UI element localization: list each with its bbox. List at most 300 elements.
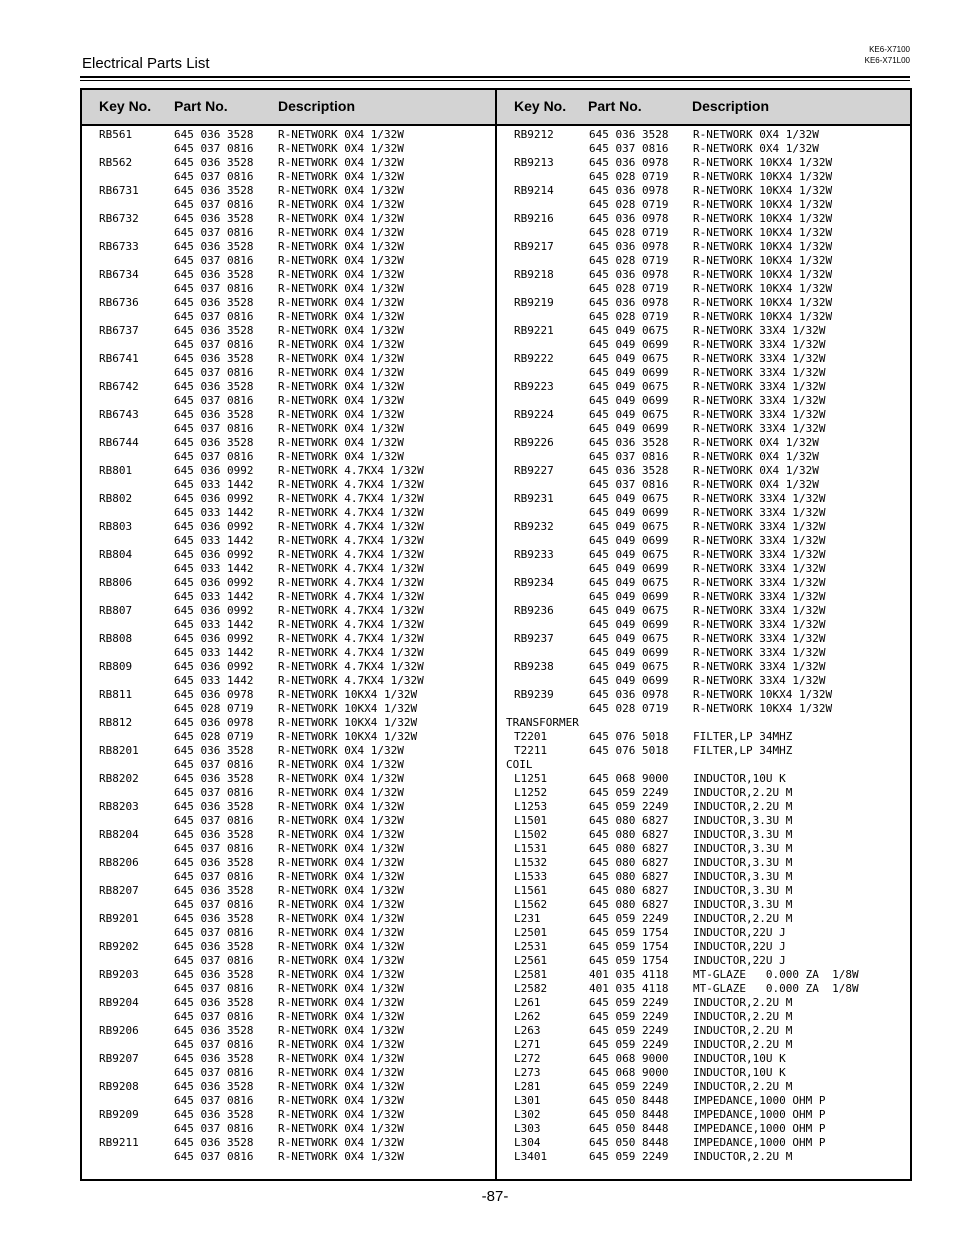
part-no-cell: 645 036 0992	[174, 464, 254, 477]
key-no-cell: L2561	[514, 954, 548, 967]
description-cell: R-NETWORK 4.7KX4 1/32W	[278, 562, 424, 575]
part-no-cell: 645 037 0816	[174, 1066, 254, 1079]
description-cell: R-NETWORK 33X4 1/32W	[693, 562, 826, 575]
description-cell: INDUCTOR,2.2U M	[693, 1080, 793, 1093]
table-row	[82, 212, 492, 226]
key-no-cell: RB6732	[99, 212, 139, 225]
part-no-cell: 645 049 0675	[589, 632, 669, 645]
description-cell: INDUCTOR,10U K	[693, 772, 786, 785]
description-cell: R-NETWORK 33X4 1/32W	[693, 520, 826, 533]
part-no-cell: 645 033 1442	[174, 646, 254, 659]
table-row	[82, 128, 492, 142]
key-no-cell: RB6734	[99, 268, 139, 281]
part-no-cell: 645 049 0699	[589, 394, 669, 407]
description-cell: R-NETWORK 4.7KX4 1/32W	[278, 464, 424, 477]
description-cell: R-NETWORK 10KX4 1/32W	[693, 282, 833, 295]
table-row	[497, 1052, 907, 1066]
description-cell: R-NETWORK 0X4 1/32W	[278, 184, 404, 197]
part-no-cell: 645 059 2249	[589, 1038, 669, 1051]
key-no-cell: RB6736	[99, 296, 139, 309]
table-row	[82, 366, 492, 380]
table-row	[82, 310, 492, 324]
description-cell: INDUCTOR,22U J	[693, 926, 786, 939]
table-row	[497, 772, 907, 786]
left-column	[82, 128, 492, 1164]
part-no-cell: 645 033 1442	[174, 478, 254, 491]
table-row	[82, 562, 492, 576]
description-cell: R-NETWORK 10KX4 1/32W	[693, 310, 833, 323]
description-cell: R-NETWORK 0X4 1/32W	[278, 898, 404, 911]
table-row	[82, 828, 492, 842]
part-no-cell: 645 037 0816	[174, 394, 254, 407]
header-part-no-right: Part No.	[588, 98, 642, 114]
header-description-left: Description	[278, 98, 356, 114]
part-no-cell: 645 036 3528	[174, 772, 254, 785]
table-row	[82, 1052, 492, 1066]
description-cell: R-NETWORK 0X4 1/32W	[278, 282, 404, 295]
description-cell: R-NETWORK 10KX4 1/32W	[278, 702, 418, 715]
description-cell: R-NETWORK 4.7KX4 1/32W	[278, 520, 424, 533]
description-cell: FILTER,LP 34MHZ	[693, 730, 793, 743]
description-cell: INDUCTOR,2.2U M	[693, 996, 793, 1009]
key-no-cell: RB9212	[514, 128, 554, 141]
key-no-cell: RB9238	[514, 660, 554, 673]
key-no-cell: RB9213	[514, 156, 554, 169]
table-row	[497, 506, 907, 520]
table-row	[82, 1038, 492, 1052]
part-no-cell: 645 028 0719	[589, 282, 669, 295]
key-no-cell: RB9233	[514, 548, 554, 561]
description-cell: R-NETWORK 0X4 1/32W	[278, 786, 404, 799]
part-no-cell: 645 059 2249	[589, 800, 669, 813]
part-no-cell: 645 036 3528	[174, 240, 254, 253]
part-no-cell: 645 036 3528	[174, 324, 254, 337]
table-row	[497, 1038, 907, 1052]
part-no-cell: 645 036 0978	[174, 716, 254, 729]
description-cell: R-NETWORK 4.7KX4 1/32W	[278, 534, 424, 547]
description-cell: R-NETWORK 33X4 1/32W	[693, 548, 826, 561]
table-row	[497, 478, 907, 492]
table-row	[82, 940, 492, 954]
table-row	[497, 688, 907, 702]
key-no-cell: RB6737	[99, 324, 139, 337]
part-no-cell: 645 036 0978	[589, 212, 669, 225]
part-no-cell: 645 068 9000	[589, 1052, 669, 1065]
table-row	[82, 898, 492, 912]
key-no-cell: RB6743	[99, 408, 139, 421]
description-cell: R-NETWORK 0X4 1/32W	[278, 870, 404, 883]
part-no-cell: 645 036 3528	[174, 380, 254, 393]
key-no-cell: TRANSFORMER	[506, 716, 579, 729]
key-no-cell: COIL	[506, 758, 533, 771]
part-no-cell: 645 037 0816	[174, 338, 254, 351]
table-row	[497, 786, 907, 800]
table-row	[497, 856, 907, 870]
description-cell: INDUCTOR,3.3U M	[693, 828, 793, 841]
table-row	[497, 618, 907, 632]
key-no-cell: RB9237	[514, 632, 554, 645]
part-no-cell: 645 037 0816	[174, 310, 254, 323]
part-no-cell: 645 037 0816	[174, 814, 254, 827]
description-cell: R-NETWORK 0X4 1/32W	[278, 828, 404, 841]
description-cell: R-NETWORK 10KX4 1/32W	[693, 296, 833, 309]
description-cell: R-NETWORK 0X4 1/32W	[278, 198, 404, 211]
part-no-cell: 645 036 0992	[174, 576, 254, 589]
part-no-cell: 645 050 8448	[589, 1094, 669, 1107]
part-no-cell: 645 037 0816	[174, 226, 254, 239]
part-no-cell: 645 049 0699	[589, 618, 669, 631]
description-cell: R-NETWORK 33X4 1/32W	[693, 366, 826, 379]
key-no-cell: RB9231	[514, 492, 554, 505]
part-no-cell: 645 049 0675	[589, 492, 669, 505]
table-row	[82, 576, 492, 590]
part-no-cell: 645 037 0816	[174, 1122, 254, 1135]
key-no-cell: RB8201	[99, 744, 139, 757]
table-row	[82, 814, 492, 828]
key-no-cell: RB9211	[99, 1136, 139, 1149]
description-cell: R-NETWORK 33X4 1/32W	[693, 492, 826, 505]
key-no-cell: L1532	[514, 856, 548, 869]
description-cell: R-NETWORK 33X4 1/32W	[693, 394, 826, 407]
table-row	[82, 926, 492, 940]
table-row	[497, 184, 907, 198]
description-cell: R-NETWORK 0X4 1/32W	[278, 758, 404, 771]
part-no-cell: 645 036 0978	[589, 156, 669, 169]
part-no-cell: 645 036 0978	[589, 296, 669, 309]
table-row	[497, 884, 907, 898]
description-cell: R-NETWORK 10KX4 1/32W	[693, 156, 833, 169]
table-row	[497, 198, 907, 212]
part-no-cell: 645 080 6827	[589, 842, 669, 855]
description-cell: R-NETWORK 0X4 1/32W	[278, 408, 404, 421]
description-cell: R-NETWORK 33X4 1/32W	[693, 506, 826, 519]
description-cell: R-NETWORK 33X4 1/32W	[693, 380, 826, 393]
key-no-cell: RB9203	[99, 968, 139, 981]
key-no-cell: RB9234	[514, 576, 554, 589]
key-no-cell: RB6731	[99, 184, 139, 197]
key-no-cell: L1253	[514, 800, 548, 813]
key-no-cell: L1561	[514, 884, 548, 897]
key-no-cell: RB809	[99, 660, 133, 673]
description-cell: R-NETWORK 0X4 1/32W	[278, 254, 404, 267]
table-row	[82, 590, 492, 604]
part-no-cell: 645 059 1754	[589, 954, 669, 967]
key-no-cell: L303	[514, 1122, 541, 1135]
table-row	[82, 884, 492, 898]
table-row	[82, 632, 492, 646]
description-cell: INDUCTOR,3.3U M	[693, 884, 793, 897]
part-no-cell: 645 036 3528	[174, 800, 254, 813]
description-cell: IMPEDANCE,1000 OHM P	[693, 1094, 826, 1107]
table-row	[497, 170, 907, 184]
description-cell: INDUCTOR,2.2U M	[693, 1038, 793, 1051]
description-cell: R-NETWORK 0X4 1/32W	[278, 1010, 404, 1023]
description-cell: R-NETWORK 33X4 1/32W	[693, 352, 826, 365]
part-no-cell: 645 049 0699	[589, 590, 669, 603]
key-no-cell: RB6733	[99, 240, 139, 253]
part-no-cell: 645 028 0719	[589, 702, 669, 715]
key-no-cell: RB811	[99, 688, 133, 701]
key-no-cell: RB6741	[99, 352, 139, 365]
table-row	[82, 1010, 492, 1024]
part-no-cell: 645 036 3528	[589, 436, 669, 449]
part-no-cell: 645 037 0816	[174, 954, 254, 967]
part-no-cell: 645 036 0978	[174, 688, 254, 701]
part-no-cell: 645 049 0699	[589, 646, 669, 659]
table-row	[82, 716, 492, 730]
part-no-cell: 645 059 2249	[589, 996, 669, 1009]
table-row	[497, 996, 907, 1010]
description-cell: R-NETWORK 0X4 1/32W	[278, 1066, 404, 1079]
part-no-cell: 645 037 0816	[589, 142, 669, 155]
part-no-cell: 645 037 0816	[174, 170, 254, 183]
table-row	[497, 1066, 907, 1080]
key-no-cell: RB8204	[99, 828, 139, 841]
description-cell: R-NETWORK 0X4 1/32W	[693, 478, 819, 491]
table-row	[497, 408, 907, 422]
key-no-cell: RB9232	[514, 520, 554, 533]
part-no-cell: 645 037 0816	[174, 1010, 254, 1023]
description-cell: R-NETWORK 0X4 1/32W	[278, 968, 404, 981]
description-cell: R-NETWORK 4.7KX4 1/32W	[278, 632, 424, 645]
key-no-cell: RB8203	[99, 800, 139, 813]
table-row	[497, 1108, 907, 1122]
description-cell: R-NETWORK 4.7KX4 1/32W	[278, 492, 424, 505]
description-cell: R-NETWORK 4.7KX4 1/32W	[278, 548, 424, 561]
part-no-cell: 645 080 6827	[589, 828, 669, 841]
description-cell: R-NETWORK 10KX4 1/32W	[693, 268, 833, 281]
part-no-cell: 645 068 9000	[589, 1066, 669, 1079]
description-cell: R-NETWORK 0X4 1/32W	[278, 744, 404, 757]
key-no-cell: RB803	[99, 520, 133, 533]
description-cell: IMPEDANCE,1000 OHM P	[693, 1122, 826, 1135]
part-no-cell: 645 036 3528	[174, 128, 254, 141]
description-cell: R-NETWORK 0X4 1/32W	[278, 996, 404, 1009]
header-description-right: Description	[692, 98, 770, 114]
key-no-cell: RB802	[99, 492, 133, 505]
description-cell: R-NETWORK 0X4 1/32W	[278, 380, 404, 393]
part-no-cell: 645 036 0992	[174, 548, 254, 561]
part-no-cell: 645 028 0719	[589, 226, 669, 239]
description-cell: R-NETWORK 0X4 1/32W	[278, 338, 404, 351]
description-cell: R-NETWORK 0X4 1/32W	[693, 128, 819, 141]
part-no-cell: 645 028 0719	[174, 702, 254, 715]
description-cell: R-NETWORK 0X4 1/32W	[278, 352, 404, 365]
key-no-cell: RB562	[99, 156, 133, 169]
table-row	[497, 660, 907, 674]
table-row	[497, 352, 907, 366]
part-no-cell: 645 036 3528	[174, 1052, 254, 1065]
description-cell: R-NETWORK 0X4 1/32W	[278, 366, 404, 379]
description-cell: R-NETWORK 0X4 1/32W	[278, 422, 404, 435]
table-row	[497, 912, 907, 926]
part-no-cell: 645 036 0978	[589, 268, 669, 281]
part-no-cell: 645 080 6827	[589, 814, 669, 827]
part-no-cell: 645 036 3528	[174, 1108, 254, 1121]
table-row	[82, 912, 492, 926]
right-column	[497, 128, 907, 1164]
description-cell: INDUCTOR,2.2U M	[693, 1150, 793, 1163]
description-cell: MT-GLAZE 0.000 ZA 1/8W	[693, 982, 859, 995]
model-numbers	[865, 44, 910, 66]
part-no-cell: 645 049 0699	[589, 674, 669, 687]
key-no-cell: RB9214	[514, 184, 554, 197]
header-key-no-right: Key No.	[514, 98, 567, 114]
part-no-cell: 645 036 3528	[174, 884, 254, 897]
description-cell: R-NETWORK 33X4 1/32W	[693, 324, 826, 337]
description-cell: INDUCTOR,22U J	[693, 954, 786, 967]
description-cell: IMPEDANCE,1000 OHM P	[693, 1108, 826, 1121]
part-no-cell: 645 037 0816	[174, 898, 254, 911]
table-row	[497, 730, 907, 744]
table-row	[82, 968, 492, 982]
description-cell: R-NETWORK 4.7KX4 1/32W	[278, 674, 424, 687]
table-row	[82, 506, 492, 520]
key-no-cell: RB9218	[514, 268, 554, 281]
part-no-cell: 645 049 0675	[589, 408, 669, 421]
header-rule-thick	[80, 76, 910, 78]
part-no-cell: 645 036 3528	[174, 436, 254, 449]
key-no-cell: RB8202	[99, 772, 139, 785]
description-cell: R-NETWORK 10KX4 1/32W	[278, 716, 418, 729]
table-row	[497, 142, 907, 156]
table-row	[497, 520, 907, 534]
description-cell: INDUCTOR,10U K	[693, 1066, 786, 1079]
key-no-cell: L2581	[514, 968, 548, 981]
description-cell: R-NETWORK 0X4 1/32W	[278, 1150, 404, 1163]
table-row	[497, 954, 907, 968]
part-no-cell: 645 036 3528	[174, 1080, 254, 1093]
table-row	[82, 534, 492, 548]
description-cell: R-NETWORK 0X4 1/32W	[278, 156, 404, 169]
description-cell: R-NETWORK 0X4 1/32W	[278, 1024, 404, 1037]
table-row	[497, 1024, 907, 1038]
key-no-cell: RB8206	[99, 856, 139, 869]
table-row	[497, 758, 907, 772]
part-no-cell: 645 036 0978	[589, 184, 669, 197]
part-no-cell: 645 050 8448	[589, 1136, 669, 1149]
part-no-cell: 645 080 6827	[589, 884, 669, 897]
key-no-cell: RB9222	[514, 352, 554, 365]
description-cell: R-NETWORK 0X4 1/32W	[278, 436, 404, 449]
part-no-cell: 645 036 3528	[589, 128, 669, 141]
description-cell: R-NETWORK 0X4 1/32W	[278, 856, 404, 869]
description-cell: R-NETWORK 0X4 1/32W	[278, 954, 404, 967]
description-cell: INDUCTOR,3.3U M	[693, 898, 793, 911]
description-cell: R-NETWORK 0X4 1/32W	[278, 450, 404, 463]
part-no-cell: 645 059 2249	[589, 1010, 669, 1023]
description-cell: R-NETWORK 0X4 1/32W	[278, 940, 404, 953]
description-cell: R-NETWORK 0X4 1/32W	[278, 1094, 404, 1107]
description-cell: R-NETWORK 0X4 1/32W	[278, 212, 404, 225]
part-no-cell: 645 033 1442	[174, 562, 254, 575]
table-row	[82, 1136, 492, 1150]
key-no-cell: L302	[514, 1108, 541, 1121]
description-cell: MT-GLAZE 0.000 ZA 1/8W	[693, 968, 859, 981]
key-no-cell: RB9201	[99, 912, 139, 925]
part-no-cell: 645 036 0992	[174, 604, 254, 617]
key-no-cell: L231	[514, 912, 541, 925]
description-cell: R-NETWORK 0X4 1/32W	[278, 982, 404, 995]
part-no-cell: 645 036 0992	[174, 492, 254, 505]
key-no-cell: RB9239	[514, 688, 554, 701]
part-no-cell: 645 028 0719	[589, 170, 669, 183]
key-no-cell: L262	[514, 1010, 541, 1023]
table-row	[497, 464, 907, 478]
table-row	[82, 436, 492, 450]
key-no-cell: RB804	[99, 548, 133, 561]
description-cell: INDUCTOR,2.2U M	[693, 800, 793, 813]
key-no-cell: L301	[514, 1094, 541, 1107]
table-row	[497, 604, 907, 618]
part-no-cell: 645 036 0978	[589, 240, 669, 253]
description-cell: INDUCTOR,3.3U M	[693, 814, 793, 827]
description-cell: R-NETWORK 33X4 1/32W	[693, 408, 826, 421]
table-row	[82, 492, 492, 506]
part-no-cell: 645 028 0719	[174, 730, 254, 743]
part-no-cell: 645 033 1442	[174, 534, 254, 547]
part-no-cell: 645 036 0992	[174, 632, 254, 645]
part-no-cell: 645 037 0816	[174, 758, 254, 771]
table-row	[497, 716, 907, 730]
table-row	[82, 674, 492, 688]
table-row	[497, 128, 907, 142]
part-no-cell: 645 059 1754	[589, 940, 669, 953]
description-cell: R-NETWORK 0X4 1/32W	[278, 310, 404, 323]
description-cell: R-NETWORK 10KX4 1/32W	[278, 730, 418, 743]
key-no-cell: RB807	[99, 604, 133, 617]
table-row	[82, 296, 492, 310]
description-cell: R-NETWORK 33X4 1/32W	[693, 618, 826, 631]
part-no-cell: 645 049 0699	[589, 562, 669, 575]
table-row	[82, 1122, 492, 1136]
table-row	[497, 968, 907, 982]
part-no-cell: 645 036 3528	[174, 856, 254, 869]
part-no-cell: 645 036 3528	[174, 156, 254, 169]
part-no-cell: 645 037 0816	[174, 450, 254, 463]
table-row	[82, 198, 492, 212]
table-row	[82, 422, 492, 436]
description-cell: R-NETWORK 33X4 1/32W	[693, 576, 826, 589]
part-no-cell: 645 036 3528	[174, 996, 254, 1009]
part-no-cell: 645 037 0816	[174, 870, 254, 883]
part-no-cell: 645 049 0699	[589, 422, 669, 435]
description-cell: R-NETWORK 10KX4 1/32W	[693, 198, 833, 211]
part-no-cell: 645 036 3528	[174, 268, 254, 281]
key-no-cell: RB9209	[99, 1108, 139, 1121]
table-row	[82, 324, 492, 338]
table-row	[497, 450, 907, 464]
part-no-cell: 645 037 0816	[589, 478, 669, 491]
description-cell: R-NETWORK 33X4 1/32W	[693, 646, 826, 659]
description-cell: R-NETWORK 10KX4 1/32W	[693, 688, 833, 701]
part-no-cell: 645 037 0816	[174, 1150, 254, 1163]
part-no-cell: 645 059 2249	[589, 1150, 669, 1163]
part-no-cell: 645 037 0816	[174, 1094, 254, 1107]
key-no-cell: L273	[514, 1066, 541, 1079]
table-row	[497, 1150, 907, 1164]
header-rule-thin	[80, 80, 910, 81]
description-cell: INDUCTOR,2.2U M	[693, 786, 793, 799]
table-row	[497, 492, 907, 506]
part-no-cell: 645 049 0699	[589, 534, 669, 547]
part-no-cell: 645 036 3528	[174, 1024, 254, 1037]
key-no-cell: RB9208	[99, 1080, 139, 1093]
table-row	[497, 1122, 907, 1136]
table-row	[82, 730, 492, 744]
table-row	[497, 898, 907, 912]
key-no-cell: L304	[514, 1136, 541, 1149]
